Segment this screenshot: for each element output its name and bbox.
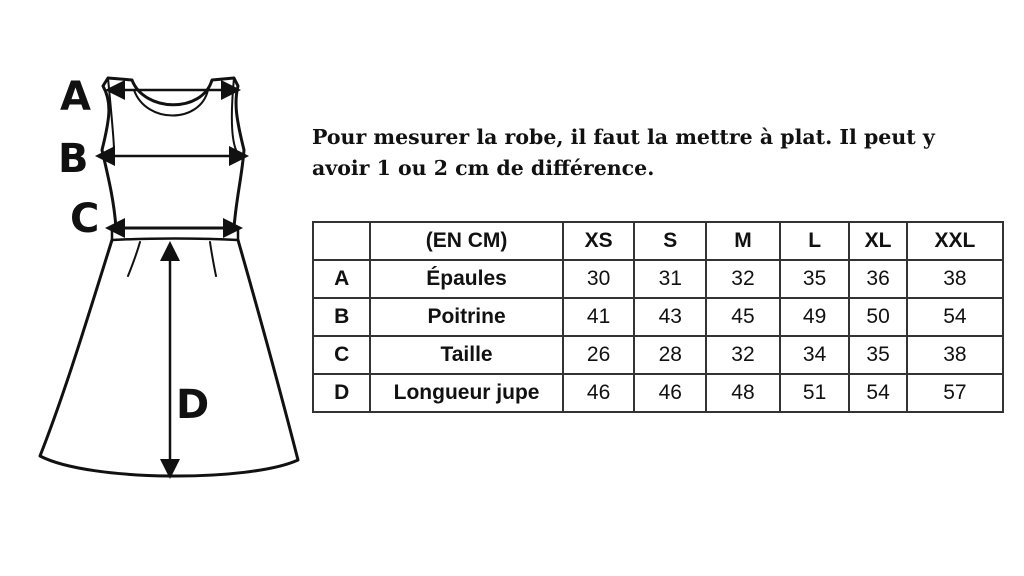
table-cell: 43 [634, 298, 706, 336]
row-key: C [313, 336, 370, 374]
table-cell: 32 [706, 336, 780, 374]
header-size: XL [849, 222, 906, 260]
table-cell: 28 [634, 336, 706, 374]
table-cell: 51 [780, 374, 850, 412]
label-a: A [60, 74, 91, 120]
row-measure-name: Épaules [370, 260, 562, 298]
table-cell: 48 [706, 374, 780, 412]
row-measure-name: Longueur jupe [370, 374, 562, 412]
table-cell: 31 [634, 260, 706, 298]
header-unit: (EN CM) [370, 222, 562, 260]
table-cell: 45 [706, 298, 780, 336]
label-d: D [176, 382, 210, 428]
row-measure-name: Taille [370, 336, 562, 374]
table-cell: 35 [849, 336, 906, 374]
table-header-row [313, 222, 1003, 260]
table-cell: 34 [780, 336, 850, 374]
table-cell: 46 [634, 374, 706, 412]
header-size: S [634, 222, 706, 260]
header-size: XS [563, 222, 635, 260]
table-cell: 38 [907, 336, 1003, 374]
table-row [313, 336, 1003, 374]
table-cell: 46 [563, 374, 635, 412]
label-b: B [58, 136, 89, 182]
table-cell: 49 [780, 298, 850, 336]
header-size: XXL [907, 222, 1003, 260]
measuring-instructions: Pour mesurer la robe, il faut la mettre à plat. Il peut y avoir 1 ou 2 cm de différence. [312, 125, 935, 180]
row-measure-name: Poitrine [370, 298, 562, 336]
label-c: C [70, 196, 100, 242]
table-row [313, 374, 1003, 412]
table-cell: 30 [563, 260, 635, 298]
table-cell: 41 [563, 298, 635, 336]
dress-diagram [0, 0, 320, 576]
row-key: A [313, 260, 370, 298]
row-key: D [313, 374, 370, 412]
table-cell: 36 [849, 260, 906, 298]
table-row [313, 260, 1003, 298]
header-corner [313, 222, 370, 260]
table-cell: 54 [907, 298, 1003, 336]
table-cell: 57 [907, 374, 1003, 412]
row-key: B [313, 298, 370, 336]
table-cell: 26 [563, 336, 635, 374]
table-cell: 35 [780, 260, 850, 298]
size-chart-table [312, 221, 1004, 413]
table-row [313, 298, 1003, 336]
table-cell: 54 [849, 374, 906, 412]
table-cell: 32 [706, 260, 780, 298]
header-size: L [780, 222, 850, 260]
table-cell: 38 [907, 260, 1003, 298]
table-cell: 50 [849, 298, 906, 336]
header-size: M [706, 222, 780, 260]
